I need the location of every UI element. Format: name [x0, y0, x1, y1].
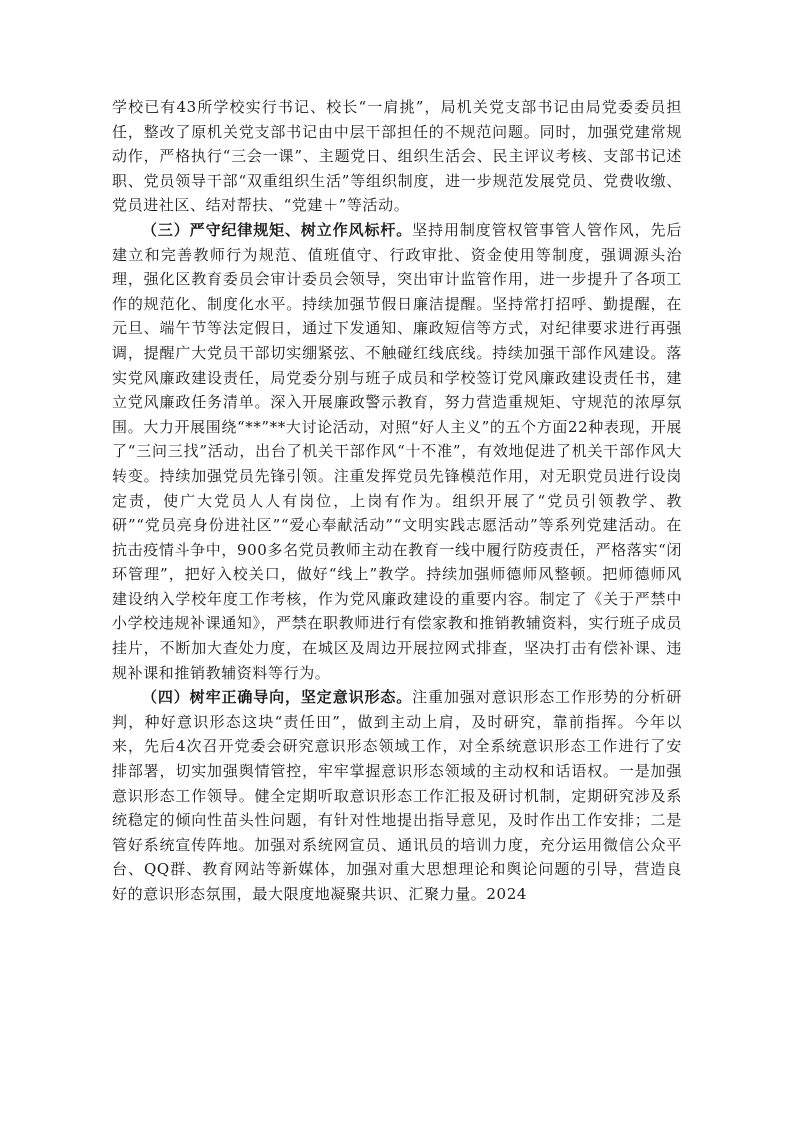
paragraph-text: 坚持用制度管权管事管人管作风，先后建立和完善教师行为规范、值班值守、行政审批、资金使用等制度，强调源头治理，强化区教育委员会审计委员会领导，突出审计监管作用，进一步提升了各项工作的规范化、制度化水平。持续加强节假日廉洁提醒。坚持常打招呼、勤提醒，在元旦、端午节等法定假日，通过下发通知、廉政短信等方式，对纪律要求进行再强调，提醒广大党员干部切实绷紧弦、不触碰红线底线。持续加强干部作风建设。落实党风廉政建设责任，局党委分别与班子成员和学校签订党风廉政建设责任书，建立党风廉政任务清单。深入开展廉政警示教育，努力营造重规矩、守规范的浓厚氛围。大力开展围绕“**”**大讨论活动，对照“好人主义”的五个方面22种表现，开展了“三问三找”活动，出台了机关干部作风“十不准”，有效地促进了机关干部作风大转变。持续加强党员先锋引领。注重发挥党员先锋模范作用，对无职党员进行设岗定责，使广大党员人人有岗位，上岗有作为。组织开展了“党员引领教学、教研”“党员亮身份进社区”“爱心奉献活动”“文明实践志愿活动”等系列党建活动。在抗击疫情斗争中，900多名党员教师主动在教育一线中履行防疫责任，严格落实“闭环管理”，把好入校关口，做好“线上”教学。持续加强师德师风整顿。把师德师风建设纳入学校年度工作考核，作为党风廉政建设的重要内容。制定了《关于严禁中小学校违规补课通知》，严禁在职教师进行有偿家教和推销教辅资料，实行班子成员挂片，不断加大查处力度，在城区及周边开展拉网式排查，坚决打击有偿补课、违规补课和推销教辅资料等行为。 [112, 220, 683, 682]
document-body [112, 95, 682, 907]
paragraph-text: 注重加强对意识形态工作形势的分析研判，种好意识形态这块“责任田”，做到主动上肩，及时研究，靠前指挥。今年以来，先后4次召开党委会研究意识形态领域工作，对全系统意识形态工作进行了安排部署，切实加强舆情管控，牢牢掌握意识形态领域的主动权和话语权。一是加强意识形态工作领导。健全定期听取意识形态工作汇报及研讨机制，定期研究涉及系统稳定的倾向性苗头性问题，有针对性地提出指导意见，及时作出工作安排；二是管好系统宣传阵地。加强对系统网宣员、通讯员的培训力度，充分运用微信公众平台、QQ群、教育网站等新媒体，加强对重大思想理论和舆论问题的引导，营造良好的意识形态氛围，最大限度地凝聚共识、汇聚力量。2024 [112, 688, 683, 903]
section-heading-3: （三）严守纪律规矩、树立作风标杆。 [142, 220, 413, 239]
paragraph-discipline [112, 218, 682, 685]
paragraph-text: 学校已有43所学校实行书记、校长“一肩挑”，局机关党支部书记由局党委委员担任，整改了原机关党支部书记由中层干部担任的不规范问题。同时，加强党建常规动作，严格执行“三会一课”、主题党日、组织生活会、民主评议考核、支部书记述职、党员领导干部“双重组织生活”等组织制度，进一步规范发展党员、党费收缴、党员进社区、结对帮扶、“党建＋”等活动。 [112, 98, 682, 215]
paragraph-ideology [112, 685, 682, 906]
section-heading-4: （四）树牢正确导向，坚定意识形态。 [142, 688, 413, 707]
paragraph-party-building [112, 95, 682, 218]
